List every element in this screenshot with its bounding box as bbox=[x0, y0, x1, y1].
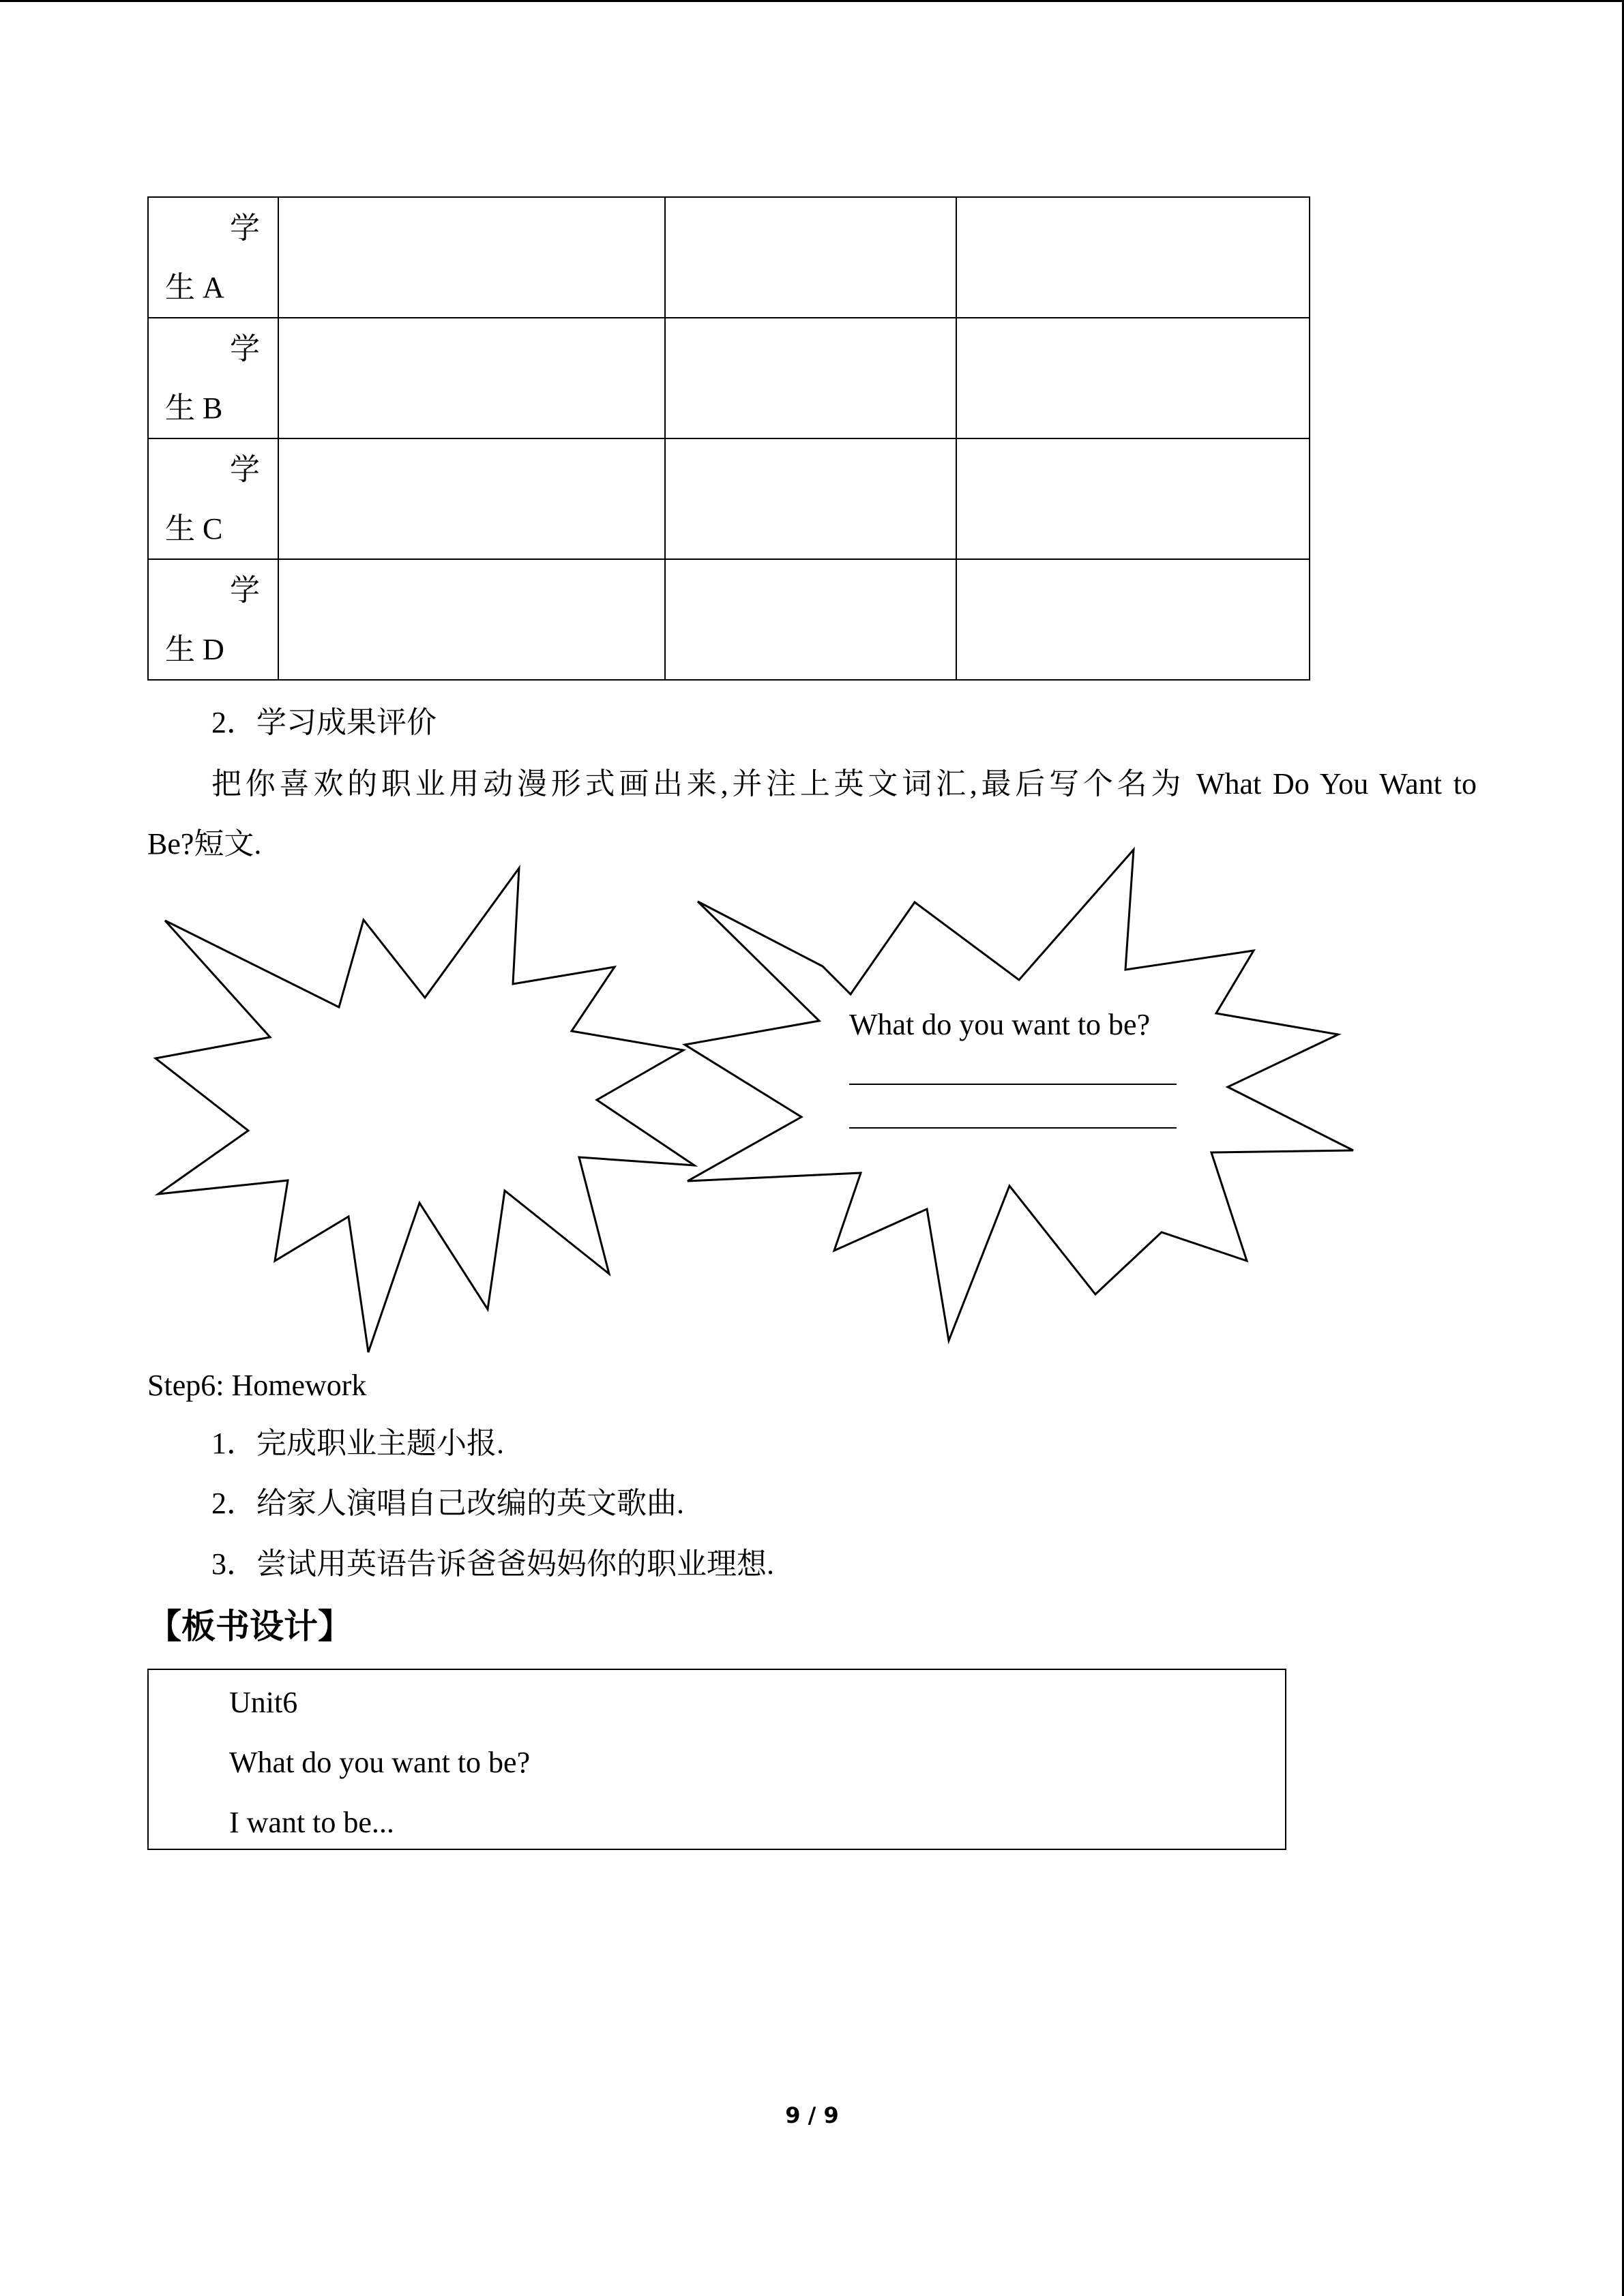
homework-item: 3．尝试用英语告诉爸爸妈妈你的职业理想. bbox=[211, 1547, 774, 1581]
row-label-top: 学 bbox=[230, 453, 260, 486]
left-starburst-drawing-frame bbox=[156, 868, 694, 1352]
row-label-top: 学 bbox=[230, 211, 260, 245]
bubble-prompt-text: What do you want to be? bbox=[849, 1008, 1151, 1041]
board-design-heading: 【板书设计】 bbox=[147, 1607, 352, 1646]
row-label-top: 学 bbox=[230, 573, 260, 607]
instruction-line-2: Be?短文. bbox=[147, 827, 262, 861]
row-label-top: 学 bbox=[230, 332, 260, 366]
row-label-bottom: 生 B bbox=[165, 391, 223, 425]
right-starburst-speech-bubble bbox=[685, 850, 1353, 1341]
row-label-bottom: 生 D bbox=[165, 633, 224, 666]
homework-item: 1．完成职业主题小报. bbox=[211, 1427, 504, 1460]
instruction-line-1: 把你喜欢的职业用动漫形式画出来,并注上英文词汇,最后写个名为 What Do You Want to bbox=[211, 767, 1477, 801]
row-label-bottom: 生 A bbox=[165, 271, 224, 304]
board-line: What do you want to be? bbox=[229, 1746, 531, 1779]
homework-title: Step6: Homework bbox=[147, 1369, 367, 1402]
board-line: I want to be... bbox=[229, 1806, 394, 1839]
board-line: Unit6 bbox=[229, 1686, 298, 1719]
row-label-bottom: 生 C bbox=[165, 512, 223, 546]
page-number: 9 / 9 bbox=[785, 2102, 839, 2128]
homework-item: 2．给家人演唱自己改编的英文歌曲. bbox=[211, 1487, 684, 1520]
section-title-learning-evaluation: 2．学习成果评价 bbox=[211, 706, 437, 739]
board-design-box bbox=[147, 1669, 1286, 1850]
